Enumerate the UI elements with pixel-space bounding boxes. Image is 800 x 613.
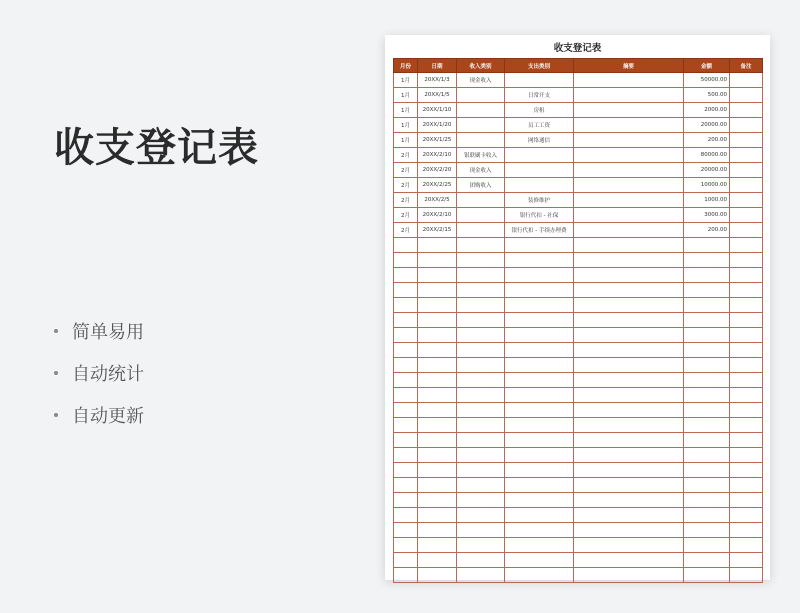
table-cell: 20XX/2/15 bbox=[418, 223, 457, 238]
table-row bbox=[394, 568, 763, 583]
table-cell bbox=[457, 238, 505, 253]
table-cell: 20XX/1/3 bbox=[418, 73, 457, 88]
table-cell: 20XX/2/25 bbox=[418, 178, 457, 193]
table-cell bbox=[505, 298, 574, 313]
table-cell bbox=[730, 103, 763, 118]
table-cell: 20000.00 bbox=[684, 118, 730, 133]
table-cell bbox=[418, 493, 457, 508]
table-cell bbox=[574, 373, 684, 388]
table-cell bbox=[505, 268, 574, 283]
table-cell bbox=[457, 418, 505, 433]
table-cell: 银行代扣 - 手续办理费 bbox=[505, 223, 574, 238]
table-row bbox=[394, 538, 763, 553]
table-cell bbox=[457, 448, 505, 463]
table-cell bbox=[574, 538, 684, 553]
table-cell bbox=[418, 448, 457, 463]
table-cell bbox=[574, 208, 684, 223]
table-cell bbox=[730, 133, 763, 148]
table-cell bbox=[574, 343, 684, 358]
table-cell bbox=[457, 298, 505, 313]
table-cell bbox=[684, 313, 730, 328]
table-cell bbox=[505, 493, 574, 508]
table-cell bbox=[394, 448, 418, 463]
table-cell bbox=[574, 238, 684, 253]
table-cell bbox=[730, 208, 763, 223]
table-cell bbox=[457, 208, 505, 223]
table-cell: 日常开支 bbox=[505, 88, 574, 103]
table-cell bbox=[730, 388, 763, 403]
table-cell bbox=[457, 373, 505, 388]
table-cell bbox=[730, 223, 763, 238]
table-cell bbox=[418, 283, 457, 298]
header-row bbox=[394, 59, 763, 73]
table-cell: 1000.00 bbox=[684, 193, 730, 208]
table-cell bbox=[394, 343, 418, 358]
table-row bbox=[394, 328, 763, 343]
table-cell bbox=[684, 493, 730, 508]
table-cell bbox=[730, 268, 763, 283]
table-cell bbox=[730, 313, 763, 328]
table-cell bbox=[574, 103, 684, 118]
table-cell bbox=[574, 523, 684, 538]
feature-label: 自动统计 bbox=[72, 364, 144, 385]
table-cell bbox=[574, 478, 684, 493]
table-cell bbox=[505, 553, 574, 568]
table-cell bbox=[418, 328, 457, 343]
table-cell bbox=[394, 523, 418, 538]
table-cell bbox=[418, 343, 457, 358]
table-cell bbox=[684, 358, 730, 373]
table-cell: 20000.00 bbox=[684, 163, 730, 178]
table-cell bbox=[684, 448, 730, 463]
col-header-amount: 金额 bbox=[684, 59, 730, 73]
table-row bbox=[394, 163, 763, 178]
table-cell bbox=[574, 508, 684, 523]
table-cell bbox=[505, 463, 574, 478]
bullet-icon bbox=[54, 413, 58, 417]
table-cell bbox=[457, 538, 505, 553]
table-cell bbox=[730, 373, 763, 388]
table-cell bbox=[457, 328, 505, 343]
table-cell bbox=[418, 568, 457, 583]
table-cell: 2000.00 bbox=[684, 103, 730, 118]
table-cell bbox=[574, 493, 684, 508]
table-cell bbox=[505, 343, 574, 358]
table-row bbox=[394, 343, 763, 358]
table-cell: 2月 bbox=[394, 223, 418, 238]
table-cell bbox=[730, 568, 763, 583]
table-cell bbox=[574, 178, 684, 193]
table-cell: 3000.00 bbox=[684, 208, 730, 223]
table-cell bbox=[457, 193, 505, 208]
table-cell bbox=[394, 373, 418, 388]
table-cell bbox=[730, 448, 763, 463]
table-cell bbox=[457, 493, 505, 508]
table-row bbox=[394, 73, 763, 88]
table-cell: 200.00 bbox=[684, 133, 730, 148]
table-cell bbox=[394, 238, 418, 253]
table-cell bbox=[394, 328, 418, 343]
table-cell bbox=[730, 463, 763, 478]
table-cell bbox=[418, 463, 457, 478]
table-row bbox=[394, 208, 763, 223]
table-cell bbox=[730, 148, 763, 163]
table-cell bbox=[730, 433, 763, 448]
table-cell bbox=[574, 568, 684, 583]
table-cell bbox=[574, 298, 684, 313]
table-cell: 2月 bbox=[394, 148, 418, 163]
table-cell: 1月 bbox=[394, 103, 418, 118]
table-cell bbox=[574, 163, 684, 178]
table-cell bbox=[394, 283, 418, 298]
table-cell bbox=[574, 223, 684, 238]
table-cell bbox=[505, 388, 574, 403]
sheet-title: 收支登记表 bbox=[553, 43, 602, 54]
table-cell: 1月 bbox=[394, 118, 418, 133]
table-row bbox=[394, 193, 763, 208]
table-cell bbox=[505, 358, 574, 373]
table-cell bbox=[394, 493, 418, 508]
table-cell bbox=[394, 418, 418, 433]
table-row bbox=[394, 148, 763, 163]
table-cell bbox=[418, 238, 457, 253]
table-cell bbox=[457, 463, 505, 478]
table-cell bbox=[457, 118, 505, 133]
feature-label: 自动更新 bbox=[72, 406, 144, 427]
table-cell bbox=[457, 568, 505, 583]
table-cell bbox=[730, 538, 763, 553]
table-cell bbox=[418, 268, 457, 283]
table-cell bbox=[684, 508, 730, 523]
table-cell: 20XX/2/20 bbox=[418, 163, 457, 178]
table-row bbox=[394, 553, 763, 568]
table-cell bbox=[394, 388, 418, 403]
table-cell bbox=[574, 118, 684, 133]
table-cell bbox=[684, 433, 730, 448]
table-row bbox=[394, 238, 763, 253]
table-cell: 20XX/2/5 bbox=[418, 193, 457, 208]
table-row bbox=[394, 88, 763, 103]
table-row bbox=[394, 313, 763, 328]
table-cell bbox=[730, 298, 763, 313]
table-cell: 银联刷卡收入 bbox=[457, 148, 505, 163]
table-cell: 10000.00 bbox=[684, 178, 730, 193]
feature-label: 简单易用 bbox=[72, 322, 144, 343]
table-cell bbox=[574, 283, 684, 298]
table-cell bbox=[574, 73, 684, 88]
table-cell bbox=[574, 553, 684, 568]
ledger-table bbox=[393, 58, 763, 583]
table-cell bbox=[505, 148, 574, 163]
table-cell bbox=[418, 433, 457, 448]
table-cell bbox=[684, 463, 730, 478]
table-cell bbox=[684, 328, 730, 343]
table-cell: 2月 bbox=[394, 193, 418, 208]
table-cell bbox=[574, 88, 684, 103]
table-row bbox=[394, 508, 763, 523]
table-cell bbox=[505, 253, 574, 268]
table-row bbox=[394, 433, 763, 448]
table-row bbox=[394, 418, 763, 433]
table-cell bbox=[418, 553, 457, 568]
table-row bbox=[394, 358, 763, 373]
table-cell bbox=[684, 373, 730, 388]
table-cell bbox=[574, 268, 684, 283]
table-cell bbox=[418, 313, 457, 328]
table-cell: 500.00 bbox=[684, 88, 730, 103]
table-cell bbox=[394, 553, 418, 568]
table-cell bbox=[684, 553, 730, 568]
table-cell bbox=[457, 283, 505, 298]
col-header-summary: 摘要 bbox=[574, 59, 684, 73]
table-cell bbox=[457, 358, 505, 373]
table-cell bbox=[684, 538, 730, 553]
table-cell bbox=[684, 343, 730, 358]
table-cell bbox=[457, 508, 505, 523]
table-row bbox=[394, 463, 763, 478]
table-cell bbox=[505, 73, 574, 88]
feature-item bbox=[54, 394, 144, 436]
table-cell bbox=[574, 388, 684, 403]
table-row bbox=[394, 103, 763, 118]
table-row bbox=[394, 133, 763, 148]
table-cell bbox=[505, 373, 574, 388]
table-cell bbox=[457, 343, 505, 358]
table-cell bbox=[457, 133, 505, 148]
slide-title: 收支登记表 bbox=[54, 125, 259, 171]
table-cell bbox=[730, 253, 763, 268]
table-cell bbox=[730, 238, 763, 253]
col-header-expense-type: 支出类别 bbox=[505, 59, 574, 73]
col-header-income-type: 收入类别 bbox=[457, 59, 505, 73]
table-cell bbox=[394, 358, 418, 373]
table-cell bbox=[418, 523, 457, 538]
bullet-icon bbox=[54, 329, 58, 333]
table-cell: 现金收入 bbox=[457, 163, 505, 178]
table-cell bbox=[684, 298, 730, 313]
table-cell bbox=[394, 298, 418, 313]
table-row bbox=[394, 523, 763, 538]
table-cell: 200.00 bbox=[684, 223, 730, 238]
table-cell bbox=[730, 523, 763, 538]
table-cell bbox=[394, 313, 418, 328]
table-cell bbox=[505, 238, 574, 253]
table-cell bbox=[730, 343, 763, 358]
table-cell bbox=[684, 253, 730, 268]
table-cell bbox=[457, 553, 505, 568]
feature-list bbox=[54, 310, 144, 436]
table-cell: 2月 bbox=[394, 163, 418, 178]
table-cell bbox=[394, 433, 418, 448]
table-cell bbox=[505, 538, 574, 553]
table-cell bbox=[394, 253, 418, 268]
table-cell bbox=[505, 478, 574, 493]
table-row bbox=[394, 223, 763, 238]
table-cell bbox=[457, 313, 505, 328]
spreadsheet-preview bbox=[385, 35, 770, 580]
table-cell bbox=[684, 568, 730, 583]
table-cell bbox=[730, 193, 763, 208]
table-cell bbox=[505, 508, 574, 523]
table-row bbox=[394, 373, 763, 388]
table-cell: 2月 bbox=[394, 178, 418, 193]
table-cell bbox=[730, 163, 763, 178]
table-cell: 20XX/1/5 bbox=[418, 88, 457, 103]
table-cell bbox=[418, 388, 457, 403]
table-cell bbox=[394, 538, 418, 553]
table-cell: 20XX/1/10 bbox=[418, 103, 457, 118]
table-cell bbox=[684, 418, 730, 433]
table-cell bbox=[505, 418, 574, 433]
table-row bbox=[394, 268, 763, 283]
table-cell bbox=[394, 478, 418, 493]
table-cell: 1月 bbox=[394, 73, 418, 88]
table-cell bbox=[684, 238, 730, 253]
table-cell bbox=[574, 358, 684, 373]
table-cell bbox=[505, 163, 574, 178]
table-cell bbox=[418, 403, 457, 418]
table-cell bbox=[505, 403, 574, 418]
table-row bbox=[394, 478, 763, 493]
table-cell bbox=[574, 253, 684, 268]
table-cell bbox=[457, 523, 505, 538]
bullet-icon bbox=[54, 371, 58, 375]
table-cell: 员工工资 bbox=[505, 118, 574, 133]
table-cell bbox=[574, 433, 684, 448]
table-cell: 装修维护 bbox=[505, 193, 574, 208]
table-cell: 80000.00 bbox=[684, 148, 730, 163]
table-cell bbox=[730, 403, 763, 418]
table-cell bbox=[730, 553, 763, 568]
table-row bbox=[394, 283, 763, 298]
table-cell: 网络通信 bbox=[505, 133, 574, 148]
table-cell bbox=[730, 418, 763, 433]
table-cell bbox=[574, 463, 684, 478]
table-row bbox=[394, 298, 763, 313]
table-cell bbox=[418, 373, 457, 388]
table-cell bbox=[418, 358, 457, 373]
table-cell bbox=[730, 358, 763, 373]
table-cell bbox=[457, 268, 505, 283]
table-cell bbox=[574, 418, 684, 433]
table-cell bbox=[505, 328, 574, 343]
feature-item bbox=[54, 352, 144, 394]
table-cell: 1月 bbox=[394, 133, 418, 148]
table-row bbox=[394, 118, 763, 133]
table-row bbox=[394, 253, 763, 268]
table-cell: 2月 bbox=[394, 208, 418, 223]
table-cell bbox=[505, 178, 574, 193]
col-header-date: 日期 bbox=[418, 59, 457, 73]
table-cell bbox=[684, 388, 730, 403]
table-cell bbox=[730, 118, 763, 133]
table-cell: 银行代扣 - 社保 bbox=[505, 208, 574, 223]
table-cell: 1月 bbox=[394, 88, 418, 103]
table-cell: 20XX/2/10 bbox=[418, 148, 457, 163]
table-cell bbox=[394, 403, 418, 418]
table-cell bbox=[574, 448, 684, 463]
table-cell bbox=[457, 478, 505, 493]
table-cell bbox=[457, 253, 505, 268]
table-cell: 团购收入 bbox=[457, 178, 505, 193]
table-cell bbox=[730, 73, 763, 88]
table-cell: 20XX/1/20 bbox=[418, 118, 457, 133]
table-cell bbox=[418, 538, 457, 553]
table-cell bbox=[457, 103, 505, 118]
table-cell bbox=[574, 313, 684, 328]
table-cell bbox=[418, 508, 457, 523]
table-cell bbox=[684, 478, 730, 493]
table-cell bbox=[394, 268, 418, 283]
table-cell bbox=[730, 508, 763, 523]
table-cell: 20XX/2/10 bbox=[418, 208, 457, 223]
table-cell bbox=[418, 478, 457, 493]
table-cell bbox=[505, 568, 574, 583]
table-cell bbox=[730, 478, 763, 493]
col-header-month: 月份 bbox=[394, 59, 418, 73]
table-row bbox=[394, 178, 763, 193]
table-cell bbox=[730, 493, 763, 508]
table-cell bbox=[505, 283, 574, 298]
table-cell bbox=[418, 298, 457, 313]
table-cell bbox=[457, 433, 505, 448]
table-cell bbox=[684, 403, 730, 418]
table-cell bbox=[418, 253, 457, 268]
feature-item bbox=[54, 310, 144, 352]
table-cell bbox=[574, 193, 684, 208]
table-cell bbox=[505, 313, 574, 328]
table-row bbox=[394, 448, 763, 463]
table-row bbox=[394, 403, 763, 418]
table-cell bbox=[574, 328, 684, 343]
table-row bbox=[394, 493, 763, 508]
table-cell: 50000.00 bbox=[684, 73, 730, 88]
table-cell bbox=[457, 403, 505, 418]
table-cell bbox=[574, 133, 684, 148]
table-cell bbox=[505, 448, 574, 463]
table-cell bbox=[394, 508, 418, 523]
table-cell bbox=[394, 568, 418, 583]
table-cell bbox=[574, 403, 684, 418]
col-header-note: 备注 bbox=[730, 59, 763, 73]
table-cell bbox=[394, 463, 418, 478]
table-cell bbox=[730, 283, 763, 298]
table-cell bbox=[505, 523, 574, 538]
table-cell bbox=[457, 388, 505, 403]
table-cell bbox=[457, 223, 505, 238]
table-cell bbox=[684, 283, 730, 298]
table-cell bbox=[574, 148, 684, 163]
table-cell bbox=[418, 418, 457, 433]
table-cell bbox=[505, 433, 574, 448]
table-cell: 房租 bbox=[505, 103, 574, 118]
table-cell bbox=[730, 88, 763, 103]
table-cell bbox=[457, 88, 505, 103]
table-row bbox=[394, 388, 763, 403]
table-cell: 现金收入 bbox=[457, 73, 505, 88]
table-cell bbox=[730, 328, 763, 343]
table-cell bbox=[684, 268, 730, 283]
table-cell bbox=[684, 523, 730, 538]
table-cell bbox=[730, 178, 763, 193]
table-cell: 20XX/1/25 bbox=[418, 133, 457, 148]
